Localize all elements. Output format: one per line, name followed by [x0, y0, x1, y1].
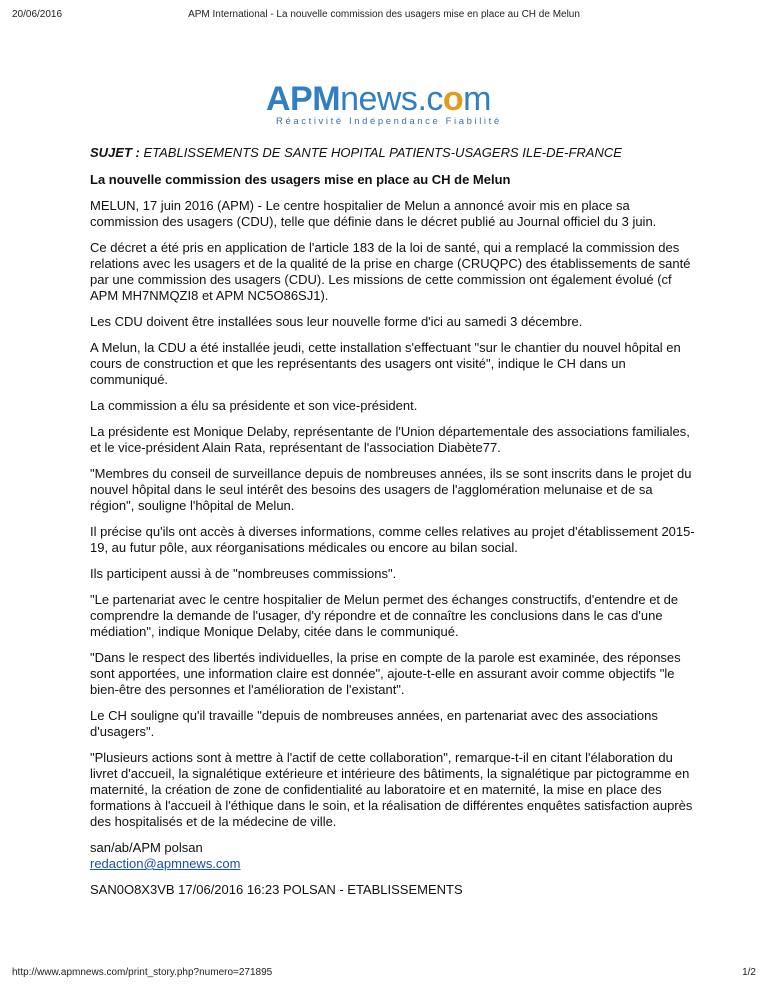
- apmnews-logo: [266, 82, 506, 128]
- article-paragraph: Les CDU doivent être installées sous leur nouvelle forme d'ici au samedi 3 décembre.: [90, 314, 583, 329]
- signature-line: san/ab/APM polsan: [90, 840, 203, 855]
- print-page-title: APM International - La nouvelle commission des usagers mise en place au CH de Melun: [188, 9, 580, 20]
- page-number: 1/2: [742, 967, 756, 978]
- article-paragraph: "Dans le respect des libertés individuelles, la prise en compte de la parole est examinée, des réponses sont apportées, une information claire est donnée", ajoute-t-elle en assurant avoir comme objectifs "le bien-être des personnes et l'amélioration de l'existant".: [90, 650, 681, 697]
- subject-text: ETABLISSEMENTS DE SANTE HOPITAL PATIENTS-USAGERS ILE-DE-FRANCE: [143, 145, 622, 160]
- print-header: [12, 9, 756, 23]
- article-subject: [90, 145, 698, 161]
- subject-label: SUJET :: [90, 145, 140, 160]
- logo-wordmark: APMnews.com: [266, 80, 491, 118]
- article-signature: [90, 840, 698, 872]
- article-paragraph: MELUN, 17 juin 2016 (APM) - Le centre hospitalier de Melun a annoncé avoir mis en place sa commission des usagers (CDU), telle que définie dans le décret publié au Journal officiel du 3 juin.: [90, 198, 657, 229]
- article-reference: SAN0O8X3VB 17/06/2016 16:23 POLSAN - ETABLISSEMENTS: [90, 882, 463, 897]
- article-paragraph: Ils participent aussi à de "nombreuses commissions".: [90, 566, 397, 581]
- print-date: 20/06/2016: [12, 9, 63, 20]
- article: [90, 145, 698, 908]
- article-paragraph: Le CH souligne qu'il travaille "depuis de nombreuses années, en partenariat avec des associations d'usagers".: [90, 708, 658, 739]
- article-paragraph: La commission a élu sa présidente et son vice-président.: [90, 398, 418, 413]
- article-paragraph: Il précise qu'ils ont accès à diverses informations, comme celles relatives au projet d'établissement 2015-19, au futur pôle, aux réorganisations médicales ou encore au bilan social.: [90, 524, 695, 555]
- article-paragraph: Ce décret a été pris en application de l'article 183 de la loi de santé, qui a remplacé la commission des relations avec les usagers et de la qualité de la prise en charge (CRUQPC) des établissements de santé par une commission des usagers (CDU). Les missions de cette commission ont également évolué (cf APM MH7NMQZI8 et APM NC5O86SJ1).: [90, 240, 691, 303]
- article-paragraph: La présidente est Monique Delaby, représentante de l'Union départementale des associations familiales, et le vice-président Alain Rata, représentant de l'association Diabète77.: [90, 424, 690, 455]
- article-paragraph: "Membres du conseil de surveillance depuis de nombreuses années, ils se sont inscrits dans le projet du nouvel hôpital dans le seul intérêt des besoins des usagers de l'agglomération melunaise et de sa région", souligne l'hôpital de Melun.: [90, 466, 692, 513]
- logo-tagline: Réactivité Indépendance Fiabilité: [276, 116, 502, 127]
- print-footer-url: http://www.apmnews.com/print_story.php?numero=271895: [12, 967, 273, 978]
- article-paragraph: "Plusieurs actions sont à mettre à l'actif de cette collaboration", remarque-t-il en citant l'élaboration du livret d'accueil, la signalétique extérieure et intérieure des bâtiments, la signalétique par pictogramme en maternité, la création de zone de confidentialité au laboratoire et en maternité, la mise en place des formations à l'accueil à l'éthique dans le soin, et la réalisation de différentes enquêtes satisfaction auprès des hospitalisés et de la médecine de ville.: [90, 750, 693, 829]
- article-paragraph: "Le partenariat avec le centre hospitalier de Melun permet des échanges constructifs, d'entendre et de comprendre la demande de l'usager, d'y répondre et de connaître les conclusions dans le cas d'une médiation", indique Monique Delaby, citée dans le communiqué.: [90, 592, 679, 639]
- logo-globe-icon: o: [442, 80, 464, 118]
- article-paragraph: A Melun, la CDU a été installée jeudi, cette installation s'effectuant "sur le chantier du nouvel hôpital en cours de construction et que les représentants des usagers ont visité", indique le CH dans un communiqué.: [90, 340, 681, 387]
- email-link[interactable]: redaction@apmnews.com: [90, 856, 241, 871]
- article-headline: La nouvelle commission des usagers mise en place au CH de Melun: [90, 172, 511, 187]
